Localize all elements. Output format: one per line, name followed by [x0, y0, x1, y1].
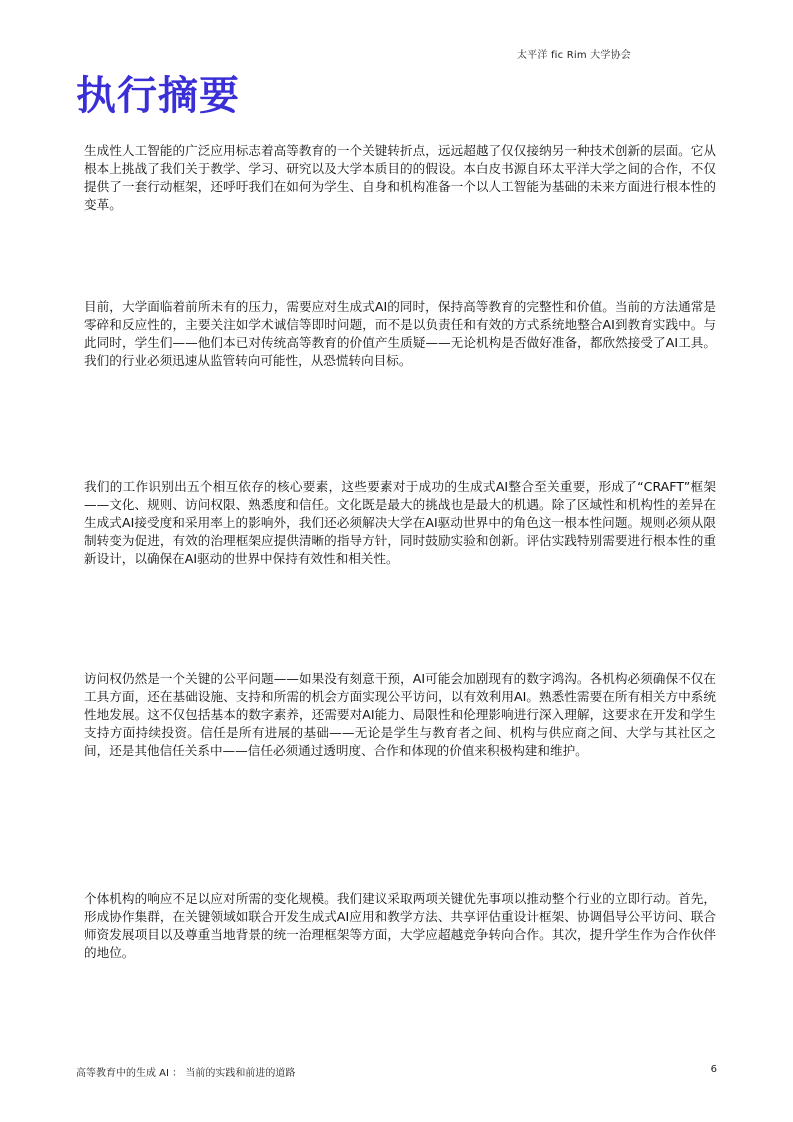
paragraph-craft-framework: 我们的工作识别出五个相互依存的核心要素，这些要素对于成功的生成式AI整合至关重要，形成了“CRAFT”框架——文化、规则、访问权限、熟悉度和信任。文化既是最大的挑战也是最大的机遇。除了区域性和机构性的差异在生成式AI接受度和采用率上的影响外，我们还必须解决大学在AI驱动世界中的角色这一根本性问题。规则必须从限制转变为促进，有效的治理框架应提供清晰的指导方针，同时鼓励实验和创新。评估实践特别需要进行根本性的重新设计，以确保在AI驱动的世界中保持有效性和相关性。 — [84, 479, 716, 566]
paragraph-current-pressures: 目前，大学面临着前所未有的压力，需要应对生成式AI的同时，保持高等教育的完整性和价值。当前的方法通常是零碎和反应性的，主要关注如学术诚信等即时问题，而不是以负责任和有效的方式系统地整合AI到教育实践中。与此同时，学生们——他们本已对传统高等教育的价值产生质疑——无论机构是否做好准备，都欣然接受了AI工具。我们的行业必须迅速从监管转向可能性，从恐慌转向目标。 — [84, 299, 716, 368]
paragraph-intro: 生成性人工智能的广泛应用标志着高等教育的一个关键转折点，远远超越了仅仅接纳另一种技术创新的层面。它从根本上挑战了我们关于教学、学习、研究以及大学本质目的的假设。本白皮书源自环太平洋大学之间的合作，不仅提供了一套行动框架，还呼吁我们在如何为学生、自身和机构准备一个以人工智能为基础的未来方面进行根本性的变革。 — [84, 143, 716, 212]
paragraph-access-trust: 访问权仍然是一个关键的公平问题——如果没有刻意干预，AI可能会加剧现有的数字鸿沟。各机构必须确保不仅在工具方面，还在基础设施、支持和所需的机会方面实现公平访问，以有效利用AI。熟悉性需要在所有相关方中系统性地发展。这不仅包括基本的数字素养，还需要对AI能力、局限性和伦理影响进行深入理解，这要求在开发和学生支持方面持续投资。信任是所有进展的基础——无论是学生与教育者之间、机构与供应商之间、大学与其社区之间，还是其他信任关系中——信任必须通过透明度、合作和体现的价值来积极构建和维护。 — [84, 671, 716, 758]
page-title: 执行摘要 — [76, 73, 240, 119]
paragraph-priorities: 个体机构的响应不足以应对所需的变化规模。我们建议采取两项关键优先事项以推动整个行业的立即行动。首先，形成协作集群，在关键领域如联合开发生成式AI应用和教学方法、共享评估重设计框架、协调倡导公平访问、联合师资发展项目以及尊重当地背景的统一治理框架等方面，大学应超越竞争转向合作。其次，提升学生作为合作伙伴的地位。 — [84, 891, 716, 960]
footer-document-title: 高等教育中的生成 AI ： 当前的实践和前进的道路 — [76, 1068, 296, 1079]
running-header: 太平洋 fic Rim 大学协会 — [516, 50, 631, 61]
footer-page-number: 6 — [710, 1064, 717, 1075]
